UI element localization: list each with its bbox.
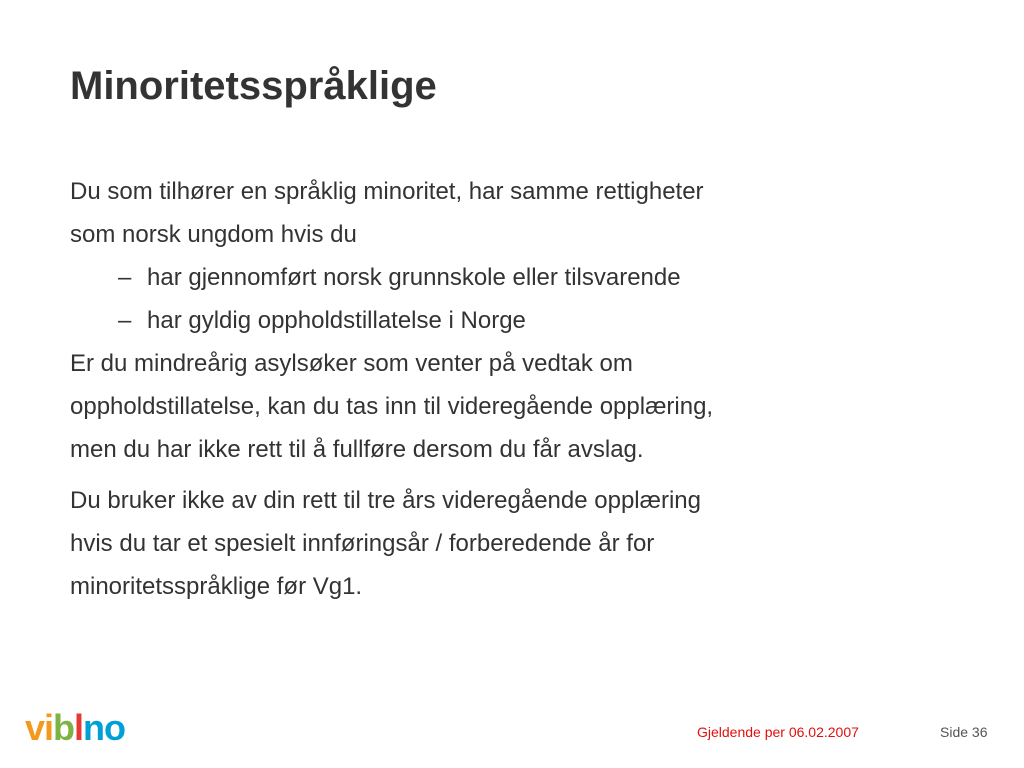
logo-part: b <box>53 707 75 748</box>
conditions-list <box>70 256 860 342</box>
condition-text: har gyldig oppholdstillatelse i Norge <box>147 307 526 334</box>
dash-bullet: – <box>118 307 132 334</box>
slide-title: Minoritetsspråklige <box>70 64 437 108</box>
paragraph-rights <box>70 170 860 256</box>
condition-item <box>118 299 860 342</box>
paragraph-asylum-line-3: men du har ikke rett til å fullføre dersom du får avslag. <box>70 436 644 463</box>
paragraph-introductory-line-1: Du bruker ikke av din rett til tre års videregående opplæring <box>70 487 701 514</box>
paragraph-asylum-line-1: Er du mindreårig asylsøker som venter på vedtak om <box>70 350 633 377</box>
vilbo-logo <box>25 708 125 748</box>
logo-part: o <box>104 707 126 748</box>
slide-body <box>70 170 860 608</box>
paragraph-introductory-line-3: minoritetsspråklige før Vg1. <box>70 573 363 600</box>
paragraph-rights-line-2: som norsk ungdom hvis du <box>70 221 357 248</box>
dash-bullet: – <box>118 264 132 291</box>
paragraph-asylum-line-2: oppholdstillatelse, kan du tas inn til videregående opplæring, <box>70 393 714 420</box>
slide-footer <box>0 700 1024 768</box>
paragraph-rights-line-1: Du som tilhører en språklig minoritet, har samme rettigheter <box>70 178 704 205</box>
condition-text: har gjennomført norsk grunnskole eller tilsvarende <box>147 264 681 291</box>
paragraph-introductory-year <box>70 479 860 608</box>
logo-part: n <box>83 707 105 748</box>
page-number: Side 36 <box>940 724 988 740</box>
paragraph-asylum <box>70 342 860 471</box>
validity-date: Gjeldende per 06.02.2007 <box>697 724 859 740</box>
paragraph-introductory-line-2: hvis du tar et spesielt innføringsår / forberedende år for <box>70 530 655 557</box>
condition-item <box>118 256 860 299</box>
logo-part: l <box>74 707 84 748</box>
logo-part: vi <box>25 707 54 748</box>
